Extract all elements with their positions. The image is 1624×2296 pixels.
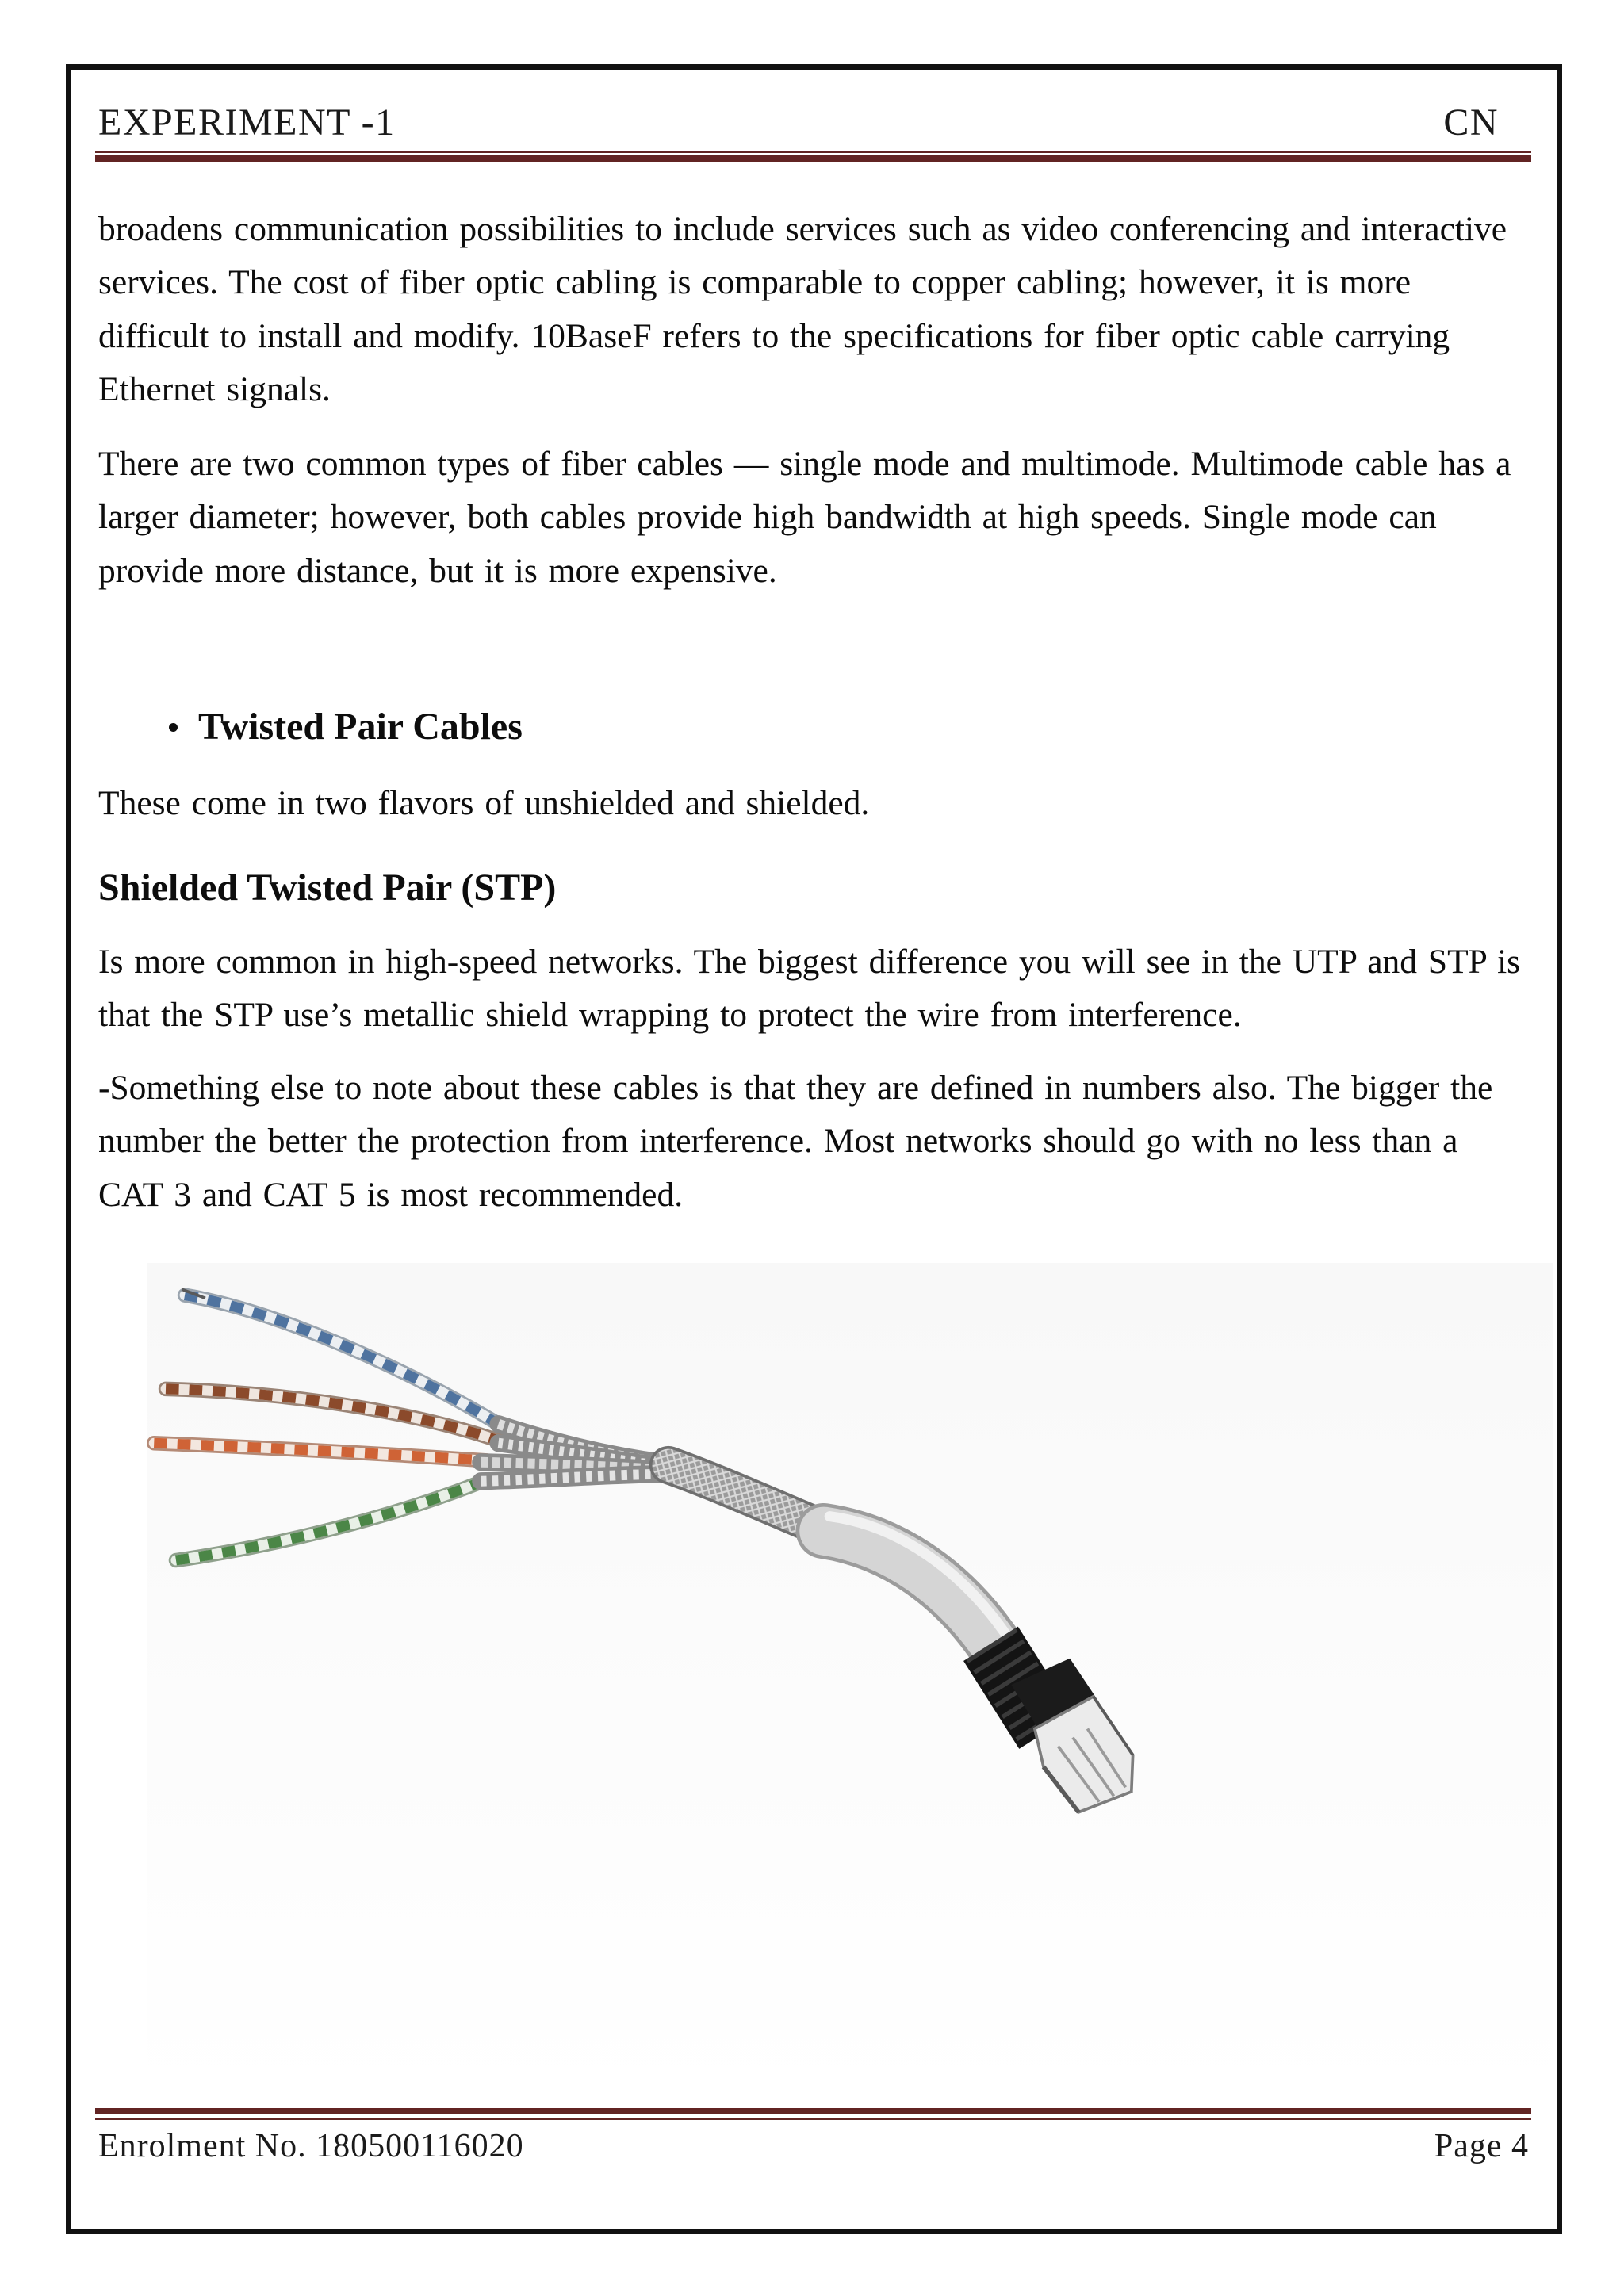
paragraph-line: CAT 3 and CAT 5 is most recommended. xyxy=(98,1175,684,1214)
header-title: EXPERIMENT -1 xyxy=(98,101,396,144)
paragraph-line: provide more distance, but it is more expensive. xyxy=(98,551,777,590)
cable-photo xyxy=(147,1263,1553,2098)
footer-page-number: Page 4 xyxy=(1434,2128,1529,2164)
bullet-heading: Twisted Pair Cables xyxy=(198,706,523,748)
header-subject: CN xyxy=(1443,101,1499,144)
paragraph-stp xyxy=(98,936,1520,1043)
paragraph-line: that the STP use’s metallic shield wrapping to protect the wire from interference. xyxy=(98,996,1242,1035)
footer-rule-thick xyxy=(95,2108,1531,2114)
header-rule-thin xyxy=(95,151,1531,153)
paragraph-line: difficult to install and modify. 10BaseF refers to the specifications for fiber optic cable carrying xyxy=(98,316,1450,355)
paragraph-line: Is more common in high-speed networks. The biggest difference you will see in the UTP and STP is xyxy=(98,943,1521,981)
paragraph-fiber-intro xyxy=(98,203,1507,417)
paragraph-line: larger diameter; however, both cables provide high bandwidth at high speeds. Single mode can xyxy=(98,498,1437,537)
bullet-point-icon xyxy=(169,723,178,732)
paragraph-line: -Something else to note about these cables is that they are defined in numbers also. The bigger the xyxy=(98,1069,1493,1107)
paragraph-line: These come in two flavors of unshielded and shielded. xyxy=(98,784,870,822)
paragraph-line: number the better the protection from interference. Most networks should go with no less than a xyxy=(98,1122,1458,1161)
section-subheading: Shielded Twisted Pair (STP) xyxy=(98,867,557,909)
paragraph-line: services. The cost of fiber optic cabling is comparable to copper cabling; however, it is more xyxy=(98,263,1411,302)
header-rule-thick xyxy=(95,155,1531,162)
paragraph-line: broadens communication possibilities to include services such as video conferencing and interactive xyxy=(98,210,1507,248)
paragraph-line: There are two common types of fiber cables — single mode and multimode. Multimode cable has a xyxy=(98,445,1511,483)
intro-line xyxy=(98,777,869,830)
footer-enrolment: Enrolment No. 180500116020 xyxy=(98,2128,524,2164)
paragraph-categories xyxy=(98,1062,1492,1222)
footer-rule-thin xyxy=(95,2118,1531,2120)
paragraph-fiber-types xyxy=(98,438,1511,598)
paragraph-line: Ethernet signals. xyxy=(98,370,331,409)
